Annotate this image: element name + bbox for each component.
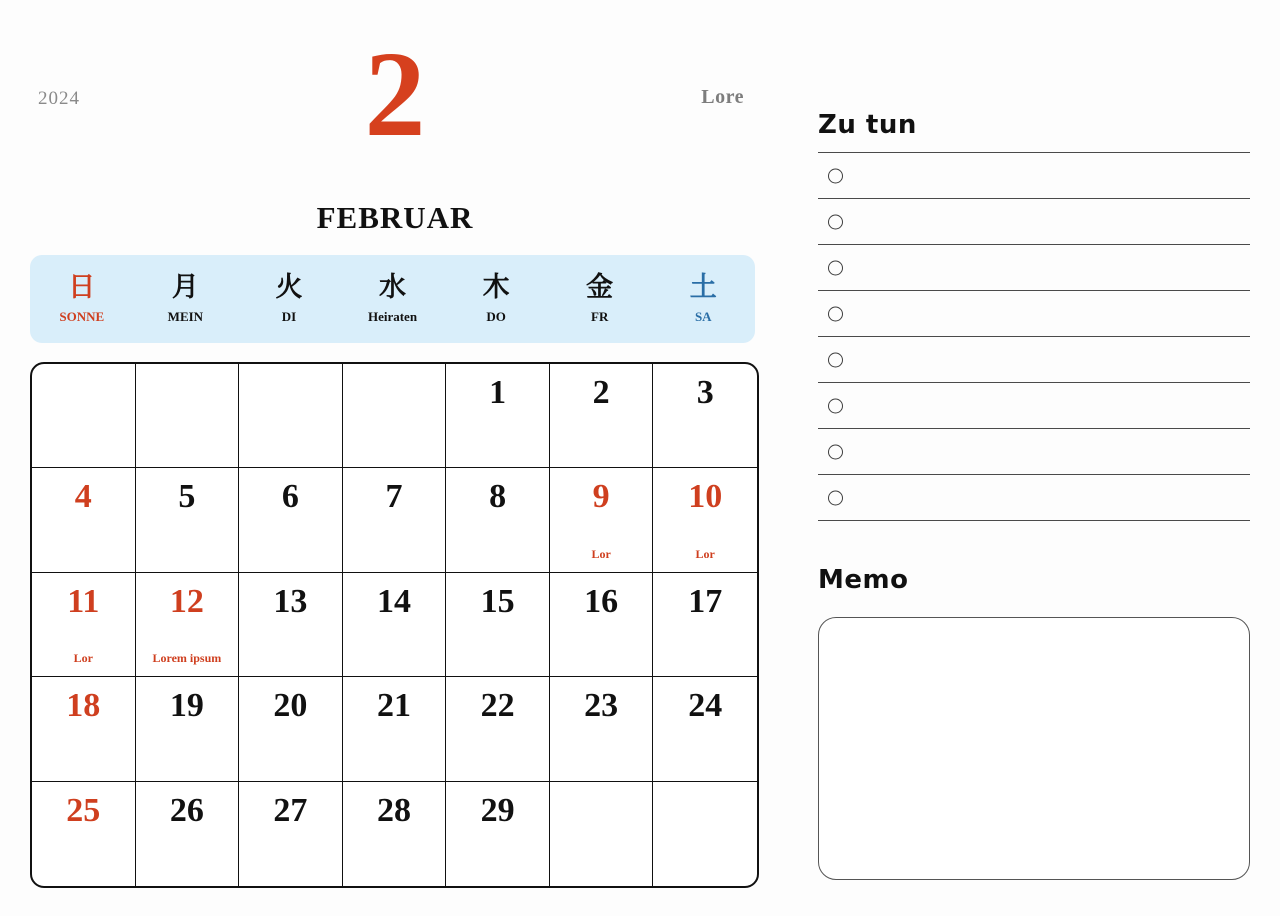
day-cell[interactable]: [343, 573, 447, 677]
checkbox-circle-icon[interactable]: [828, 490, 843, 505]
day-event-label: Lorem ipsum: [152, 651, 222, 666]
brand-label: Lore: [701, 86, 744, 108]
day-cell[interactable]: [343, 782, 447, 886]
day-number: 3: [696, 374, 714, 411]
day-number: 17: [688, 582, 723, 620]
day-number: 19: [169, 687, 204, 725]
weekday-friday: [548, 255, 652, 343]
day-cell[interactable]: [343, 677, 447, 781]
day-number: 22: [480, 687, 515, 725]
day-number: 10: [688, 478, 723, 516]
weekday-wednesday: [341, 255, 445, 343]
day-number: 14: [376, 582, 411, 620]
day-cell[interactable]: [239, 782, 343, 886]
day-cell[interactable]: [136, 468, 240, 572]
day-cell[interactable]: [653, 364, 757, 468]
todo-list: [818, 152, 1250, 521]
day-number: 5: [178, 478, 196, 516]
day-cell-empty: [239, 364, 343, 468]
day-cell[interactable]: [550, 677, 654, 781]
month-number: 2: [364, 27, 426, 162]
day-number: 26: [169, 791, 204, 829]
day-cell[interactable]: [653, 677, 757, 781]
day-number: 6: [281, 478, 299, 516]
day-number: 13: [273, 582, 308, 620]
day-cell[interactable]: [446, 364, 550, 468]
checkbox-circle-icon[interactable]: [828, 398, 843, 413]
day-number: 2: [592, 374, 610, 411]
checkbox-circle-icon[interactable]: [828, 214, 843, 229]
month-name: FEBRUAR: [316, 200, 474, 235]
day-cell[interactable]: [32, 782, 136, 886]
checkbox-circle-icon[interactable]: [828, 444, 843, 459]
day-cell[interactable]: [550, 468, 654, 572]
day-cell-empty: [343, 364, 447, 468]
day-cell-empty: [653, 782, 757, 886]
weekday-kanji: 水: [379, 272, 407, 304]
todo-row[interactable]: [818, 475, 1250, 521]
weekday-abbr: MEIN: [167, 308, 204, 324]
day-number: 20: [273, 687, 308, 725]
day-cell[interactable]: [446, 677, 550, 781]
day-number: 4: [74, 478, 92, 516]
day-cell[interactable]: [653, 573, 757, 677]
day-number: 8: [489, 478, 507, 516]
memo-box[interactable]: [818, 617, 1250, 880]
day-cell[interactable]: [136, 782, 240, 886]
day-number: 11: [67, 582, 100, 620]
day-cell[interactable]: [136, 573, 240, 677]
day-event-label: Lor: [695, 546, 715, 561]
todo-row[interactable]: [818, 429, 1250, 475]
day-cell[interactable]: [446, 782, 550, 886]
weekday-abbr: FR: [591, 308, 609, 324]
todo-row[interactable]: [818, 291, 1250, 337]
weekday-kanji: 日: [68, 272, 96, 304]
side-pane: [800, 0, 1270, 916]
weekday-sunday: [30, 255, 134, 343]
day-cell[interactable]: [32, 468, 136, 572]
todo-title: Zu tun: [818, 110, 917, 140]
day-number: 18: [66, 687, 101, 725]
day-cell[interactable]: [32, 573, 136, 677]
day-cell-empty: [550, 782, 654, 886]
weekday-saturday: [651, 255, 755, 343]
day-cell[interactable]: [343, 468, 447, 572]
todo-row[interactable]: [818, 152, 1250, 199]
year-label: 2024: [38, 88, 80, 109]
day-number: 12: [169, 582, 204, 620]
day-number: 15: [480, 582, 515, 620]
day-cell-empty: [32, 364, 136, 468]
todo-row[interactable]: [818, 337, 1250, 383]
day-cell[interactable]: [550, 364, 654, 468]
checkbox-circle-icon[interactable]: [828, 352, 843, 367]
day-event-label: Lor: [73, 651, 93, 666]
day-cell[interactable]: [446, 573, 550, 677]
todo-row[interactable]: [818, 245, 1250, 291]
weekday-abbr: Heiraten: [367, 308, 418, 324]
day-cell[interactable]: [239, 468, 343, 572]
weekday-kanji: 火: [275, 272, 303, 304]
checkbox-circle-icon[interactable]: [828, 168, 843, 183]
day-number: 23: [584, 687, 619, 725]
day-number: 7: [385, 478, 403, 516]
day-cell[interactable]: [653, 468, 757, 572]
day-cell-empty: [136, 364, 240, 468]
day-cell[interactable]: [446, 468, 550, 572]
day-cell[interactable]: [136, 677, 240, 781]
todo-row[interactable]: [818, 199, 1250, 245]
day-cell[interactable]: [550, 573, 654, 677]
memo-title: Memo: [818, 565, 909, 595]
day-cell[interactable]: [239, 573, 343, 677]
weekday-header-bar: [30, 255, 755, 343]
weekday-thursday: [444, 255, 548, 343]
checkbox-circle-icon[interactable]: [828, 260, 843, 275]
weekday-monday: [134, 255, 238, 343]
day-number: 24: [688, 687, 723, 725]
day-cell[interactable]: [239, 677, 343, 781]
weekday-kanji: 月: [171, 272, 199, 304]
month-grid: [30, 362, 759, 888]
day-number: 21: [376, 687, 411, 725]
weekday-tuesday: [237, 255, 341, 343]
day-number: 28: [376, 791, 411, 829]
todo-row[interactable]: [818, 383, 1250, 429]
day-cell[interactable]: [32, 677, 136, 781]
day-number: 1: [489, 374, 507, 411]
weekday-abbr: DI: [281, 308, 297, 324]
weekday-kanji: 木: [482, 272, 510, 304]
day-event-label: Lor: [591, 546, 611, 561]
day-number: 9: [592, 478, 610, 516]
weekday-abbr: SA: [694, 308, 712, 324]
day-number: 27: [273, 791, 308, 829]
day-number: 25: [66, 791, 101, 829]
weekday-abbr: DO: [486, 308, 506, 324]
weekday-kanji: 金: [586, 272, 614, 304]
checkbox-circle-icon[interactable]: [828, 306, 843, 321]
weekday-abbr: SONNE: [59, 308, 105, 324]
weekday-kanji: 土: [689, 272, 717, 304]
day-number: 29: [480, 791, 515, 829]
day-number: 16: [584, 582, 619, 620]
